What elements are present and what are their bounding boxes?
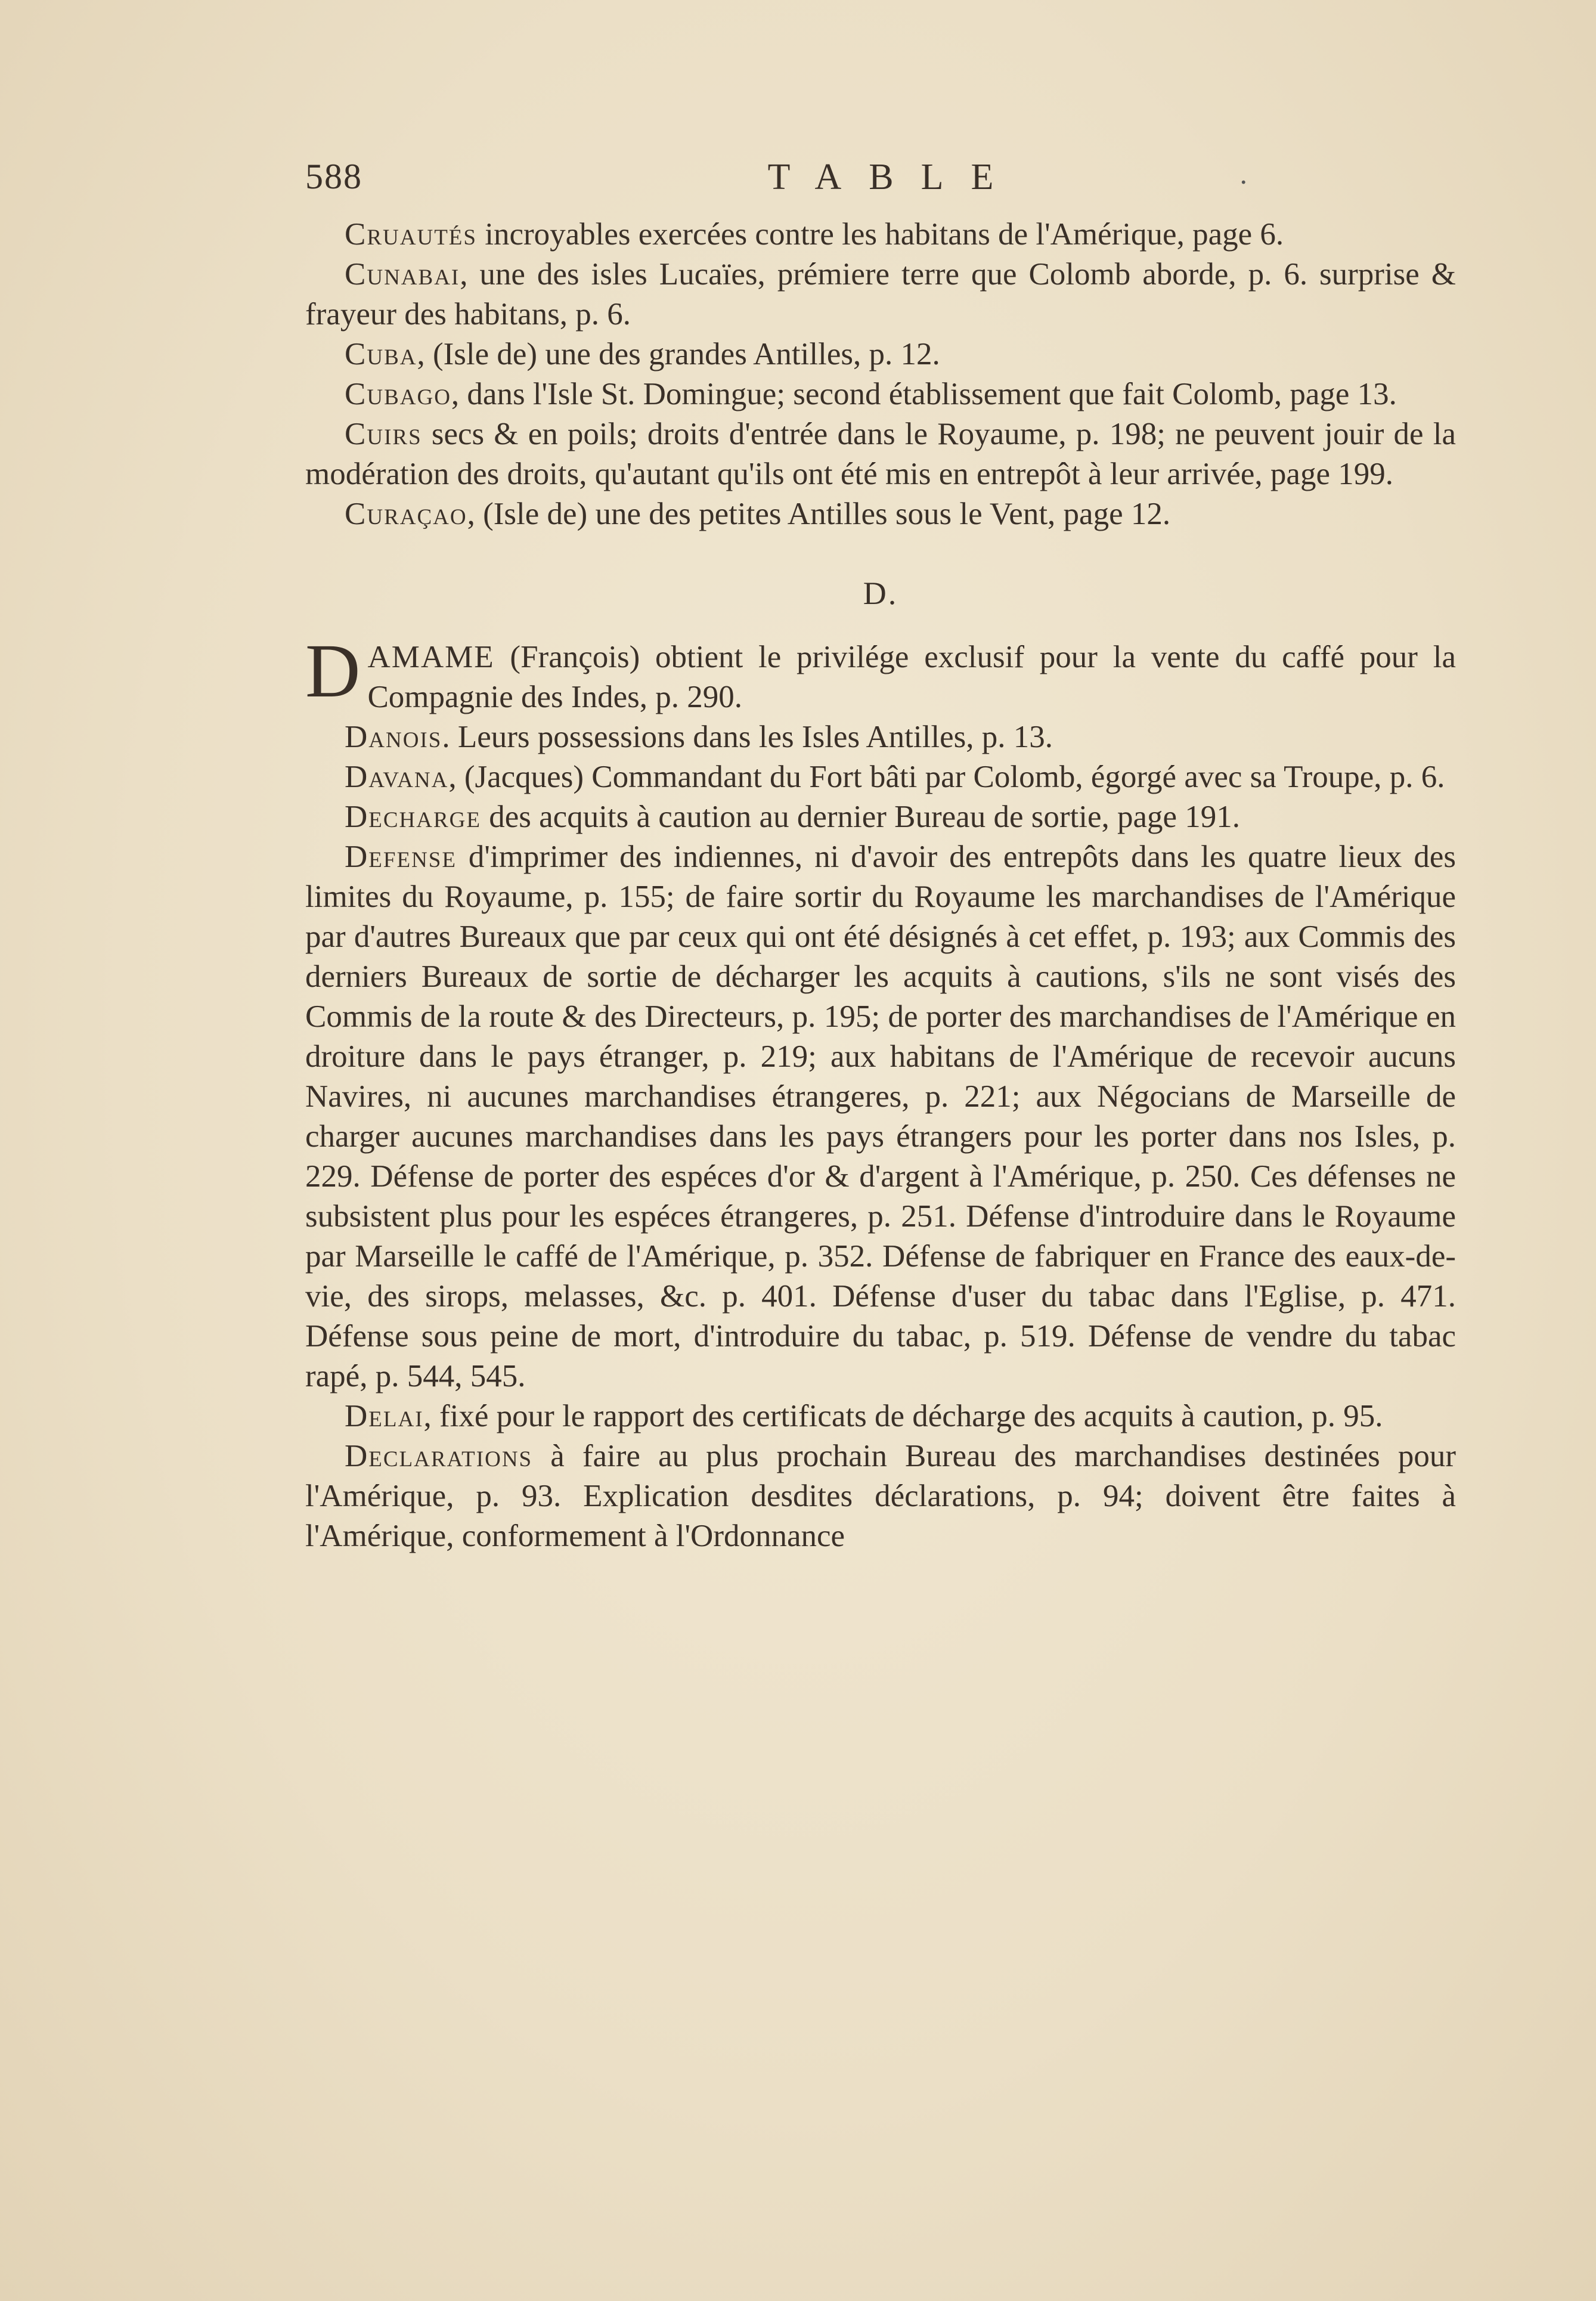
index-entry-cruautes [305, 215, 1456, 255]
index-entry-cubago [305, 374, 1456, 414]
entry-text: des acquits à caution au dernier Bureau de sortie, page 191. [481, 800, 1241, 834]
entry-head: Defense [345, 840, 457, 874]
entry-text: , dans l'Isle St. Domingue; second établissement que fait Colomb, page 13. [451, 377, 1397, 411]
index-entry-cuba [305, 335, 1456, 374]
entry-head: AMAME [367, 640, 495, 674]
entry-text: (François) obtient le privilége exclusif pour la vente du caffé pour la Compagnie des Indes, p. 290. [367, 640, 1456, 714]
entry-text: , (Isle de) une des grandes Antilles, p. 12. [417, 337, 940, 371]
index-entry-davana [305, 757, 1456, 797]
entry-head: Declarations [345, 1439, 533, 1473]
entry-text: , (Jacques) Commandant du Fort bâti par Colomb, égorgé avec sa Troupe, p. 6. [448, 760, 1445, 794]
entry-head: Danois [345, 720, 442, 754]
drop-cap: D [305, 628, 361, 713]
entry-head: Cruautés [345, 217, 477, 252]
page-header [305, 156, 1456, 204]
entry-head: Delai [345, 1399, 424, 1433]
entry-text: à faire au plus prochain Bureau des marchandises destinées pour l'Amérique, p. 93. Explication desdites déclarations, p. 94; doivent être faites à l'Amérique, conformement à l'Ordonnance [305, 1439, 1456, 1553]
entry-text: d'imprimer des indiennes, ni d'avoir des entrepôts dans les quatre lieux des limites du Royaume, p. 155; de faire sortir du Royaume les marchandises de l'Amérique par d'autres Bureaux que par ceux qui ont été désignés à cet effet, p. 193; aux Commis des derniers Bureaux de sortie de décharger les acquits à cautions, s'ils ne sont visés des Commis de la route & des Directeurs, p. 195; de porter des marchandises de l'Amérique en droiture dans le pays étranger, p. 219; aux habitans de l'Amérique de recevoir aucuns Navires, ni aucunes marchandises étrangeres, p. 221; aux Négocians de Marseille de charger aucunes marchandises dans les pays étrangers pour les porter dans nos Isles, p. 229. Défense de porter des espéces d'or & d'argent à l'Amérique, p. 250. Ces défenses ne subsistent plus pour les espéces étrangeres, p. 251. Défense d'introduire dans le Royaume par Marseille le caffé de l'Amérique, p. 352. Défense de fabriquer en France des eaux-de-vie, des sirops, melasses, &c. p. 401. Défense d'user du tabac dans l'Eglise, p. 471. Défense sous peine de mort, d'introduire du tabac, p. 519. Défense de vendre du tabac rapé, p. 544, 545. [305, 840, 1456, 1393]
index-entry-damame [305, 628, 1456, 717]
index-entry-delai [305, 1396, 1456, 1436]
section-letter-d: D. [863, 575, 898, 611]
index-entry-danois [305, 717, 1456, 757]
index-entry-cunabai [305, 255, 1456, 335]
entry-text: . Leurs possessions dans les Isles Antilles, p. 13. [442, 720, 1053, 754]
index-entry-curacao [305, 494, 1456, 534]
entry-text: incroyables exercées contre les habitans de l'Amérique, page 6. [476, 217, 1284, 252]
entry-text: , fixé pour le rapport des certificats de décharge des acquits à caution, p. 95. [423, 1399, 1383, 1433]
index-entry-cuirs [305, 414, 1456, 494]
entry-head: Cunabai [345, 257, 460, 292]
index-entry-declarations [305, 1436, 1456, 1556]
index-entries [305, 215, 1456, 1556]
page-number: 588 [305, 157, 362, 196]
entry-head: Cuba [345, 337, 417, 371]
entry-head: Cuirs [345, 417, 422, 451]
index-entry-defense [305, 837, 1456, 1396]
entry-head: Cubago [345, 377, 451, 411]
entry-text: secs & en poils; droits d'entrée dans le Royaume, p. 198; ne peuvent jouir de la modération des droits, qu'autant qu'ils ont été mis en entrepôt à leur arrivée, page 199. [305, 417, 1456, 491]
header-mark: . [1239, 157, 1247, 190]
entry-text: , (Isle de) une des petites Antilles sous le Vent, page 12. [467, 497, 1171, 531]
entry-head: Decharge [345, 800, 481, 834]
index-entry-decharge [305, 797, 1456, 837]
entry-head: Davana [345, 760, 449, 794]
entry-text: , une des isles Lucaïes, prémiere terre que Colomb aborde, p. 6. surprise & frayeur des habitans, p. 6. [305, 257, 1456, 332]
running-title: TABLE [767, 157, 1021, 197]
entry-head: Curaçao [345, 497, 467, 531]
